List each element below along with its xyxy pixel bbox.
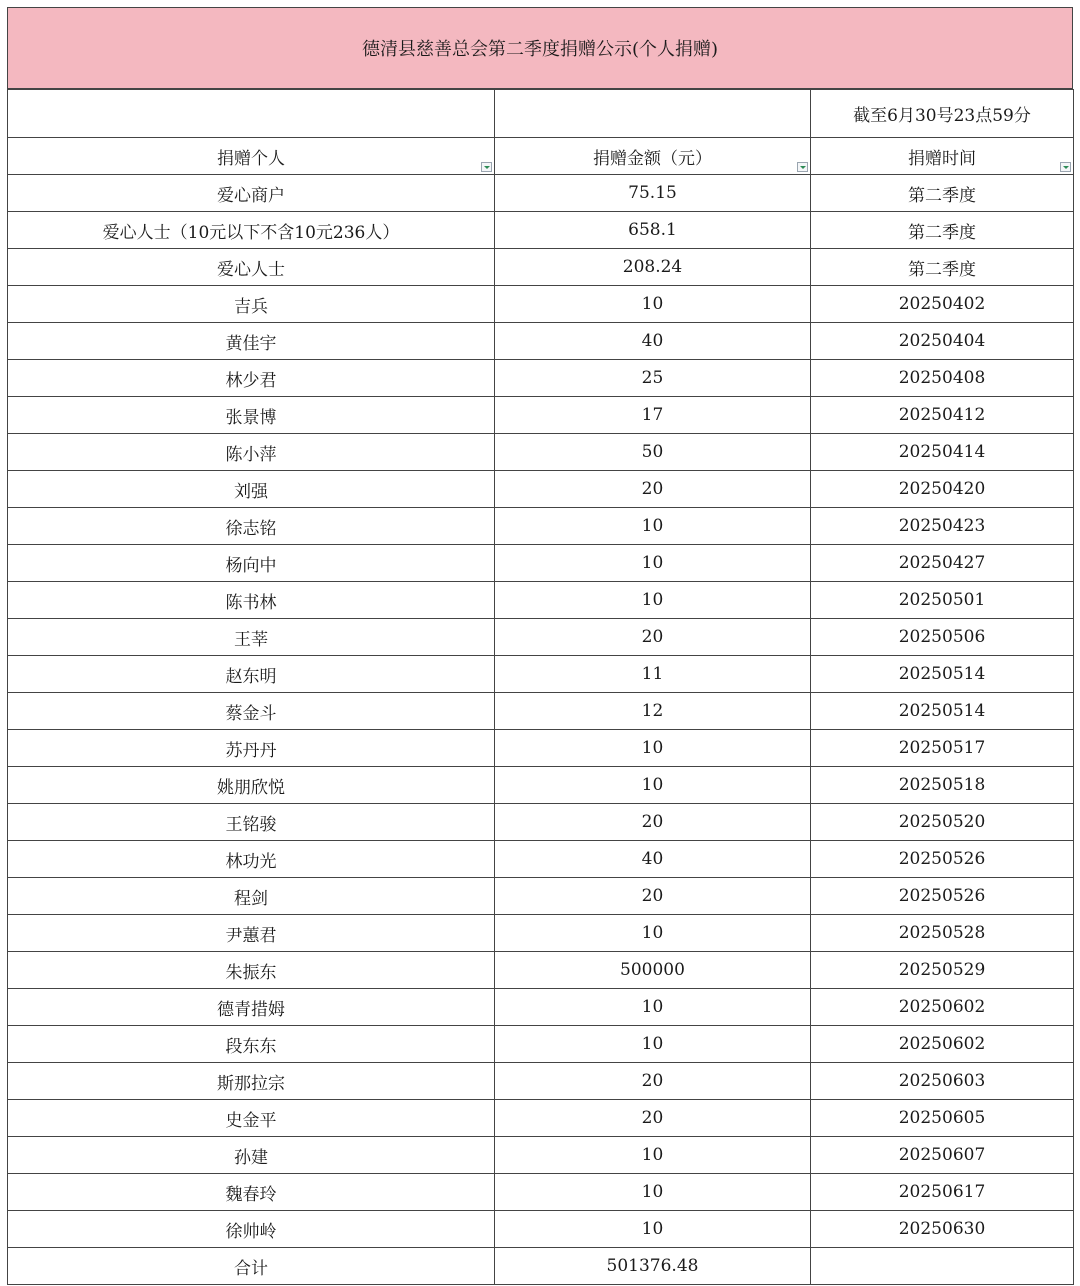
donation-amount: 10	[495, 545, 811, 582]
table-row	[8, 1026, 1074, 1063]
filter-dropdown-icon[interactable]	[1060, 162, 1071, 172]
table-row	[8, 397, 1074, 434]
table-row	[8, 619, 1074, 656]
donor-name: 程剑	[8, 878, 495, 915]
deadline-note: 截至6月30号23点59分	[811, 90, 1074, 138]
donation-amount: 10	[495, 730, 811, 767]
header-row	[8, 138, 1074, 175]
donation-amount: 20	[495, 878, 811, 915]
donation-amount: 10	[495, 1137, 811, 1174]
table-row	[8, 841, 1074, 878]
header-amount-label: 捐赠金额（元）	[593, 148, 712, 169]
donation-time: 20250602	[811, 1026, 1074, 1063]
table-row	[8, 952, 1074, 989]
table-row	[8, 175, 1074, 212]
total-time	[811, 1248, 1074, 1285]
donation-time: 20250514	[811, 693, 1074, 730]
donor-name: 爱心商户	[8, 175, 495, 212]
donation-amount: 25	[495, 360, 811, 397]
table-row	[8, 360, 1074, 397]
table-row	[8, 545, 1074, 582]
donation-time: 20250528	[811, 915, 1074, 952]
donation-amount: 658.1	[495, 212, 811, 249]
table-row	[8, 323, 1074, 360]
donation-time: 第二季度	[811, 175, 1074, 212]
donation-amount: 12	[495, 693, 811, 730]
donation-amount: 11	[495, 656, 811, 693]
donation-time: 20250408	[811, 360, 1074, 397]
donation-time: 20250404	[811, 323, 1074, 360]
donation-time: 20250617	[811, 1174, 1074, 1211]
filter-dropdown-icon[interactable]	[797, 162, 808, 172]
table-row	[8, 471, 1074, 508]
donor-name: 史金平	[8, 1100, 495, 1137]
donor-name: 杨向中	[8, 545, 495, 582]
filter-dropdown-icon[interactable]	[481, 162, 492, 172]
donation-time: 20250526	[811, 841, 1074, 878]
donation-amount: 20	[495, 619, 811, 656]
donation-amount: 40	[495, 323, 811, 360]
donation-amount: 20	[495, 1100, 811, 1137]
donation-amount: 20	[495, 471, 811, 508]
donation-amount: 10	[495, 286, 811, 323]
total-label: 合计	[8, 1248, 495, 1285]
donation-amount: 10	[495, 1026, 811, 1063]
donation-amount: 20	[495, 804, 811, 841]
donor-name: 德青措姆	[8, 989, 495, 1026]
donor-name: 尹蕙君	[8, 915, 495, 952]
donation-time: 20250630	[811, 1211, 1074, 1248]
donor-name: 朱振东	[8, 952, 495, 989]
table-row	[8, 1174, 1074, 1211]
table-row	[8, 286, 1074, 323]
note-cell-empty-1	[8, 90, 495, 138]
donation-time: 第二季度	[811, 249, 1074, 286]
donor-name: 苏丹丹	[8, 730, 495, 767]
donation-sheet	[7, 7, 1073, 1285]
sheet-title: 德清县慈善总会第二季度捐赠公示(个人捐赠)	[7, 7, 1073, 89]
donation-amount: 75.15	[495, 175, 811, 212]
table-row	[8, 989, 1074, 1026]
donation-time: 20250605	[811, 1100, 1074, 1137]
header-donor-label: 捐赠个人	[217, 148, 285, 169]
donor-name: 林功光	[8, 841, 495, 878]
table-row	[8, 1137, 1074, 1174]
donation-time: 20250414	[811, 434, 1074, 471]
donation-amount: 10	[495, 767, 811, 804]
donation-time: 20250514	[811, 656, 1074, 693]
donation-amount: 10	[495, 582, 811, 619]
donation-time: 20250517	[811, 730, 1074, 767]
donation-amount: 10	[495, 508, 811, 545]
donor-name: 张景博	[8, 397, 495, 434]
donor-name: 刘强	[8, 471, 495, 508]
table-row	[8, 1063, 1074, 1100]
donor-name: 蔡金斗	[8, 693, 495, 730]
donation-amount: 500000	[495, 952, 811, 989]
donation-amount: 10	[495, 1211, 811, 1248]
table-row	[8, 1211, 1074, 1248]
donation-time: 20250603	[811, 1063, 1074, 1100]
donor-name: 林少君	[8, 360, 495, 397]
total-amount: 501376.48	[495, 1248, 811, 1285]
donation-time: 20250501	[811, 582, 1074, 619]
donor-name: 黄佳宇	[8, 323, 495, 360]
donor-name: 爱心人士（10元以下不含10元236人）	[8, 212, 495, 249]
table-row	[8, 434, 1074, 471]
donation-time: 20250412	[811, 397, 1074, 434]
donation-time: 20250520	[811, 804, 1074, 841]
donation-time: 20250602	[811, 989, 1074, 1026]
donor-name: 赵东明	[8, 656, 495, 693]
donation-amount: 40	[495, 841, 811, 878]
donor-name: 魏春玲	[8, 1174, 495, 1211]
table-row	[8, 804, 1074, 841]
table-row	[8, 915, 1074, 952]
note-cell-empty-2	[495, 90, 811, 138]
table-row	[8, 508, 1074, 545]
total-row	[8, 1248, 1074, 1285]
donor-name: 王莘	[8, 619, 495, 656]
donation-time: 20250427	[811, 545, 1074, 582]
donation-amount: 208.24	[495, 249, 811, 286]
table-row	[8, 656, 1074, 693]
donor-name: 斯那拉宗	[8, 1063, 495, 1100]
donation-amount: 20	[495, 1063, 811, 1100]
header-time	[811, 138, 1074, 175]
donation-time: 第二季度	[811, 212, 1074, 249]
header-time-label: 捐赠时间	[908, 148, 976, 169]
donor-name: 爱心人士	[8, 249, 495, 286]
donation-table	[7, 89, 1074, 1285]
donor-name: 段东东	[8, 1026, 495, 1063]
donor-name: 陈小萍	[8, 434, 495, 471]
donor-name: 王铭骏	[8, 804, 495, 841]
table-row	[8, 693, 1074, 730]
donor-name: 徐帅岭	[8, 1211, 495, 1248]
table-row	[8, 767, 1074, 804]
donation-amount: 10	[495, 989, 811, 1026]
donor-name: 陈书林	[8, 582, 495, 619]
donation-amount: 50	[495, 434, 811, 471]
donation-amount: 10	[495, 915, 811, 952]
donation-time: 20250607	[811, 1137, 1074, 1174]
table-row	[8, 1100, 1074, 1137]
donor-name: 徐志铭	[8, 508, 495, 545]
donor-name: 吉兵	[8, 286, 495, 323]
donation-time: 20250506	[811, 619, 1074, 656]
donation-time: 20250529	[811, 952, 1074, 989]
donation-time: 20250402	[811, 286, 1074, 323]
donation-time: 20250526	[811, 878, 1074, 915]
header-amount	[495, 138, 811, 175]
table-row	[8, 878, 1074, 915]
table-row	[8, 582, 1074, 619]
donation-time: 20250420	[811, 471, 1074, 508]
note-row	[8, 90, 1074, 138]
table-row	[8, 730, 1074, 767]
header-donor	[8, 138, 495, 175]
table-row	[8, 249, 1074, 286]
table-row	[8, 212, 1074, 249]
donation-amount: 10	[495, 1174, 811, 1211]
donation-time: 20250518	[811, 767, 1074, 804]
donation-time: 20250423	[811, 508, 1074, 545]
donor-name: 孙建	[8, 1137, 495, 1174]
donation-amount: 17	[495, 397, 811, 434]
donor-name: 姚朋欣悦	[8, 767, 495, 804]
